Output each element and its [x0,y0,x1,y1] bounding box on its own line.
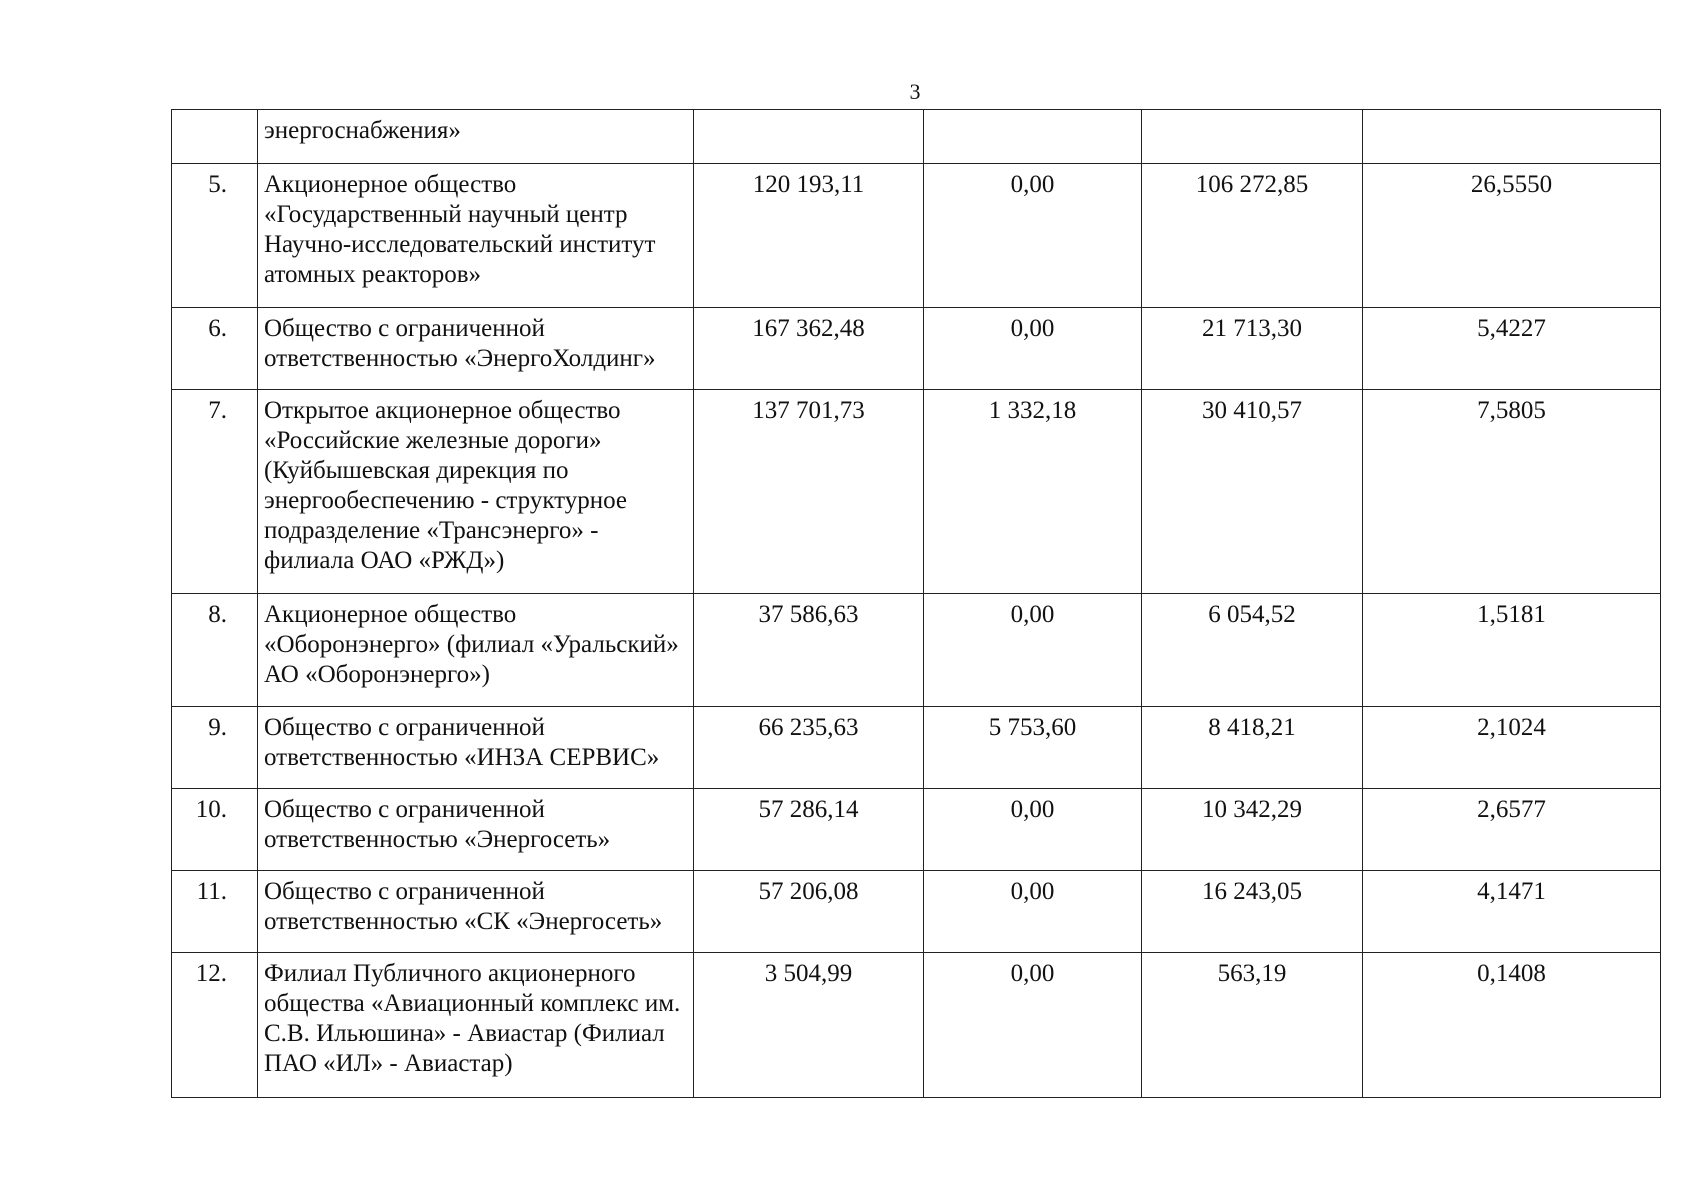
row-number-cell: 8. [172,594,258,707]
value-cell-1: 3 504,99 [694,953,924,1098]
organization-name-cell: Общество с ограниченной ответственностью «СК «Энергосеть» [258,871,694,953]
value-cell-1: 167 362,48 [694,308,924,390]
table-row [172,707,1661,789]
organization-name-cell: Филиал Публичного акционерного общества «Авиационный комплекс им. С.В. Ильюшина» - Авиастар (Филиал ПАО «ИЛ» - Авиастар) [258,953,694,1098]
table-row [172,871,1661,953]
value-cell-4: 4,1471 [1363,871,1661,953]
value-cell-4: 26,5550 [1363,164,1661,308]
value-cell-2: 0,00 [924,308,1142,390]
tariff-table [171,109,1661,1098]
table-row [172,789,1661,871]
value-cell-4: 7,5805 [1363,390,1661,594]
value-cell-3: 8 418,21 [1142,707,1363,789]
value-cell-4: 0,1408 [1363,953,1661,1098]
organization-name-cell: Акционерное общество «Государственный научный центр Научно-исследовательский институт атомных реакторов» [258,164,694,308]
value-cell-2: 5 753,60 [924,707,1142,789]
table-row [172,390,1661,594]
row-number-cell: 9. [172,707,258,789]
value-cell-2: 0,00 [924,164,1142,308]
page-number: 3 [909,79,921,104]
table-row [172,164,1661,308]
value-cell-1: 57 286,14 [694,789,924,871]
organization-name-cell: Открытое акционерное общество «Российские железные дороги» (Куйбышевская дирекция по энергообеспечению - структурное подразделение «Трансэнерго» - филиала ОАО «РЖД») [258,390,694,594]
table-row [172,308,1661,390]
value-cell-3: 10 342,29 [1142,789,1363,871]
value-cell-1 [694,110,924,164]
value-cell-4: 1,5181 [1363,594,1661,707]
value-cell-1: 137 701,73 [694,390,924,594]
value-cell-2: 0,00 [924,594,1142,707]
value-cell-4: 2,6577 [1363,789,1661,871]
value-cell-3 [1142,110,1363,164]
row-number-cell: 12. [172,953,258,1098]
row-number-cell: 5. [172,164,258,308]
row-number-cell: 6. [172,308,258,390]
row-number-cell: 11. [172,871,258,953]
organization-name-cell: Общество с ограниченной ответственностью «Энергосеть» [258,789,694,871]
value-cell-1: 120 193,11 [694,164,924,308]
organization-name-cell: энергоснабжения» [258,110,694,164]
value-cell-3: 563,19 [1142,953,1363,1098]
row-number-cell [172,110,258,164]
value-cell-2: 0,00 [924,871,1142,953]
row-number-cell: 7. [172,390,258,594]
value-cell-2 [924,110,1142,164]
value-cell-1: 37 586,63 [694,594,924,707]
value-cell-3: 21 713,30 [1142,308,1363,390]
value-cell-4: 2,1024 [1363,707,1661,789]
table-row [172,953,1661,1098]
value-cell-2: 0,00 [924,789,1142,871]
value-cell-2: 1 332,18 [924,390,1142,594]
organization-name-cell: Акционерное общество «Оборонэнерго» (филиал «Уральский» АО «Оборонэнерго») [258,594,694,707]
table-row [172,594,1661,707]
value-cell-3: 6 054,52 [1142,594,1363,707]
organization-name-cell: Общество с ограниченной ответственностью «ЭнергоХолдинг» [258,308,694,390]
value-cell-3: 30 410,57 [1142,390,1363,594]
organization-name-cell: Общество с ограниченной ответственностью «ИНЗА СЕРВИС» [258,707,694,789]
value-cell-3: 16 243,05 [1142,871,1363,953]
value-cell-3: 106 272,85 [1142,164,1363,308]
value-cell-4: 5,4227 [1363,308,1661,390]
table-row-continuation [172,110,1661,164]
value-cell-1: 66 235,63 [694,707,924,789]
value-cell-2: 0,00 [924,953,1142,1098]
row-number-cell: 10. [172,789,258,871]
value-cell-1: 57 206,08 [694,871,924,953]
value-cell-4 [1363,110,1661,164]
